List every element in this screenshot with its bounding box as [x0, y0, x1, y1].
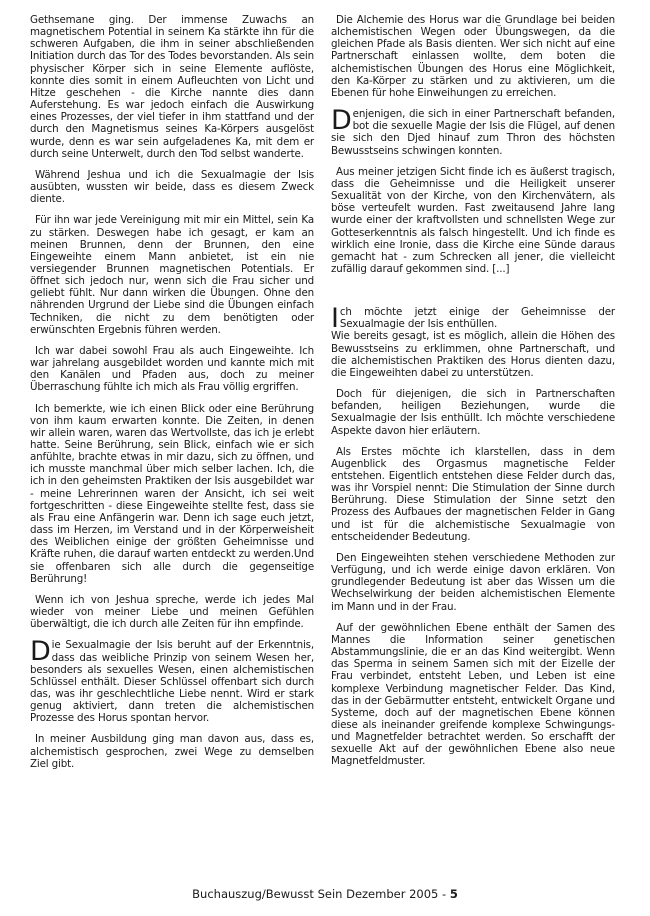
page-number: 5: [449, 887, 458, 901]
drop-cap: D: [30, 636, 51, 668]
drop-cap-paragraph: [331, 105, 615, 157]
paragraph-text: ch möchte jetzt einige der Geheimnisse der Sexualmagie der Isis enthüllen.: [339, 306, 615, 331]
footer-text: Buchauszug/Bewusst Sein Dezember 2005 -: [192, 887, 447, 901]
paragraph: Als Erstes möchte ich klarstellen, dass in dem Augenblick des Orgasmus magnetische Felder entstehen. Eigentlich entstehen diese Felder durch das, was ihr Vorspiel nennt: Die Stimulation der Sinne durch Berührung. Diese Stimulation der Sinne setzt den Prozess des Aufbaues der magnetischen Felder in Gang und ist für die alchemistische Sexualmagie von entscheidender Bedeutung.: [331, 445, 615, 543]
paragraph: Die Alchemie des Horus war die Grundlage bei beiden alchemistischen Wegen oder Übungswegen, da die gleichen Pfade als Basis dienten. Wer sich nicht auf eine Partnerschaft einlassen wollte, dem boten die alchemistischen Übungen des Horus eine Möglichkeit, den Ka-Körper zu stärken und zu aktivieren, um die Ebenen für hohe Einweihungen zu erreichen.: [331, 14, 615, 99]
drop-cap-paragraph: [30, 636, 314, 725]
paragraph: Ich bemerkte, wie ich einen Blick oder eine Berührung von ihm kaum erwarten konnte. Die Zeiten, in denen wir allein waren, waren das Wertvollste, das ich je erlebt hatte. Seine Berührung, sein Blick, einfach wie er sich anfühlte, brachte etwas in mir dazu, sich zu öffnen, und ich musste manchmal über mich selber lachen. Ich, die ich in den geheimsten Praktiken der Isis ausgebildet war - meine Lehrerinnen waren der Ansicht, ich sei weit fortgeschritten - diese Eingeweihte stellte fest, dass sie als Frau eine Anfängerin war. Denn ich sage euch jetzt, dass im Herzen, im Verstand und in der Körperweisheit des Weiblichen einige der größten Geheimnisse und Kräfte ruhen, die darauf warten entdeckt zu werden.Und sie offenbaren sich alle durch die gegenseitige Berührung!: [30, 402, 314, 585]
paragraph: Wie bereits gesagt, ist es möglich, allein die Höhen des Bewusstseins zu erklimmen, ohne Partnerschaft, und die alchemistischen Praktiken des Horus dienten dazu, die Eingeweihten dabei zu unterstützen.: [331, 330, 615, 379]
paragraph: Wenn ich von Jeshua spreche, werde ich jedes Mal wieder von meiner Liebe und meinen Gefühlen überwältigt, die ich durch alle Zeiten für ihn empfinde.: [30, 593, 314, 631]
paragraph: Während Jeshua und ich die Sexualmagie der Isis ausübten, wussten wir beide, dass es diesem Zweck diente.: [30, 168, 314, 206]
drop-cap: D: [331, 105, 352, 137]
drop-cap-paragraph: [331, 303, 615, 335]
left-column: [30, 14, 314, 779]
paragraph: In meiner Ausbildung ging man davon aus, dass es, alchemistisch gesprochen, zwei Wege zu demselben Ziel gibt.: [30, 733, 314, 770]
paragraph: Gethsemane ging. Der immense Zuwachs an magnetischem Potential in seinem Ka stärkte ihn für die schweren Aufgaben, die ihm in seiner abschließenden Initiation durch das Tor des Todes bevorstanden. Als sein physischer Körper sich in seine Elemente auflöste, konnte dies somit in einem Aufleuchten von Licht und Hitze geschehen - die Kirche nannte dies dann Auferstehung. Es war jedoch einfach die Auswirkung eines Prozesses, der viel tiefer in ihm stattfand und der durch den Magnetismus seines Ka-Körpers ausgelöst wurde, denn es war sein aufgeladenes Ka, mit dem er durch seine Unterwelt, durch den Tod selbst wanderte.: [30, 14, 314, 160]
paragraph: Aus meiner jetzigen Sicht finde ich es äußerst tragisch, dass die Geheimnisse und die Heiligkeit unserer Sexualität von der Kirche, von den Kirchenvätern, als böse verteufelt wurden. Fast zweitausend Jahre lang wurde einer der kraftvollsten und schnellsten Wege zur Gotteserkenntnis als falsch hingestellt. Und ich finde es wirklich eine Ironie, dass die Kirche eine Sünde daraus gemacht hat - zum Schrecken all jener, die vielleicht zufällig darauf gekommen sind. [...]: [331, 165, 615, 275]
paragraph: Für ihn war jede Vereinigung mit mir ein Mittel, sein Ka zu stärken. Deswegen habe ich gesagt, er kam an meinen Brunnen, denn der Brunnen, den eine Eingeweihte einem Mann anbietet, ist ein nie versiegender Brunnen magnetischen Potentials. Er öffnet sich jedoch nur, wenn sich die Frau sicher und geliebt fühlt. Nur dann wirken die Übungen. Ohne den nährenden Urgrund der Liebe sind die Übungen einfach Techniken, die nicht zu dem benötigten oder erwünschten Ergebnis führen werden.: [30, 214, 314, 336]
paragraph: Ich war dabei sowohl Frau als auch Eingeweihte. Ich war jahrelang ausgebildet worden und kannte mich mit den Kanälen und Pfaden aus, doch zu meiner Überraschung fühlte ich mich als Frau völlig ergriffen.: [30, 344, 314, 394]
paragraph-text: enjenigen, die sich in einer Partnerschaft befanden, bot die sexuelle Magie der Isis die Flügel, auf denen sie sich den Djed hinauf zum Thron des höchsten Bewusstseins schwingen konnten.: [331, 108, 615, 157]
section-gap: [331, 284, 615, 306]
paragraph: Doch für diejenigen, die sich in Partnerschaften befanden, heiligen Beziehungen, wurde die Sexualmagie der Isis enthüllt. Ich möchte verschiedene Aspekte davon hier erläutern.: [331, 388, 615, 437]
page-footer: [0, 887, 650, 901]
right-column: [331, 14, 615, 777]
paragraph: Auf der gewöhnlichen Ebene enthält der Samen des Mannes die Information seiner genetischen Abstammungslinie, die er an das Kind weitergibt. Wenn das Sperma in seinem Samen sich mit der Eizelle der Frau verbindet, entsteht Leben, und Leben ist eine komplexe Verbindung magnetischer Felder. Das Kind, das in der Gebärmutter entsteht, entwickelt Organe und Systeme, doch auf der magnetischen Ebene können diese als ineinander greifende komplexe Schwingungs- und Magnetfelder betrachtet werden. So erschafft der sexuelle Akt auf der gewöhnlichen Ebene also neue Magnetfeldmuster.: [331, 621, 615, 768]
paragraph-text: ie Sexualmagie der Isis beruht auf der Erkenntnis, dass das weibliche Prinzip von seinem Wesen her, besonders als sexuelles Wesen, einen alchemistischen Schlüssel enthält. Dieser Schlüssel offenbart sich durch das, was ihr geschlechtliche Liebe nennt. Wird er stark genug aktiviert, dann treten die alchemistischen Prozesse des Horus spontan hervor.: [30, 639, 314, 725]
paragraph: Den Eingeweihten stehen verschiedene Methoden zur Verfügung, und ich werde einige davon erklären. Von grundlegender Bedeutung ist aber das Wissen um die Wechselwirkung der beiden alchemistischen Elemente im Mann und in der Frau.: [331, 551, 615, 613]
drop-cap: I: [331, 303, 339, 335]
